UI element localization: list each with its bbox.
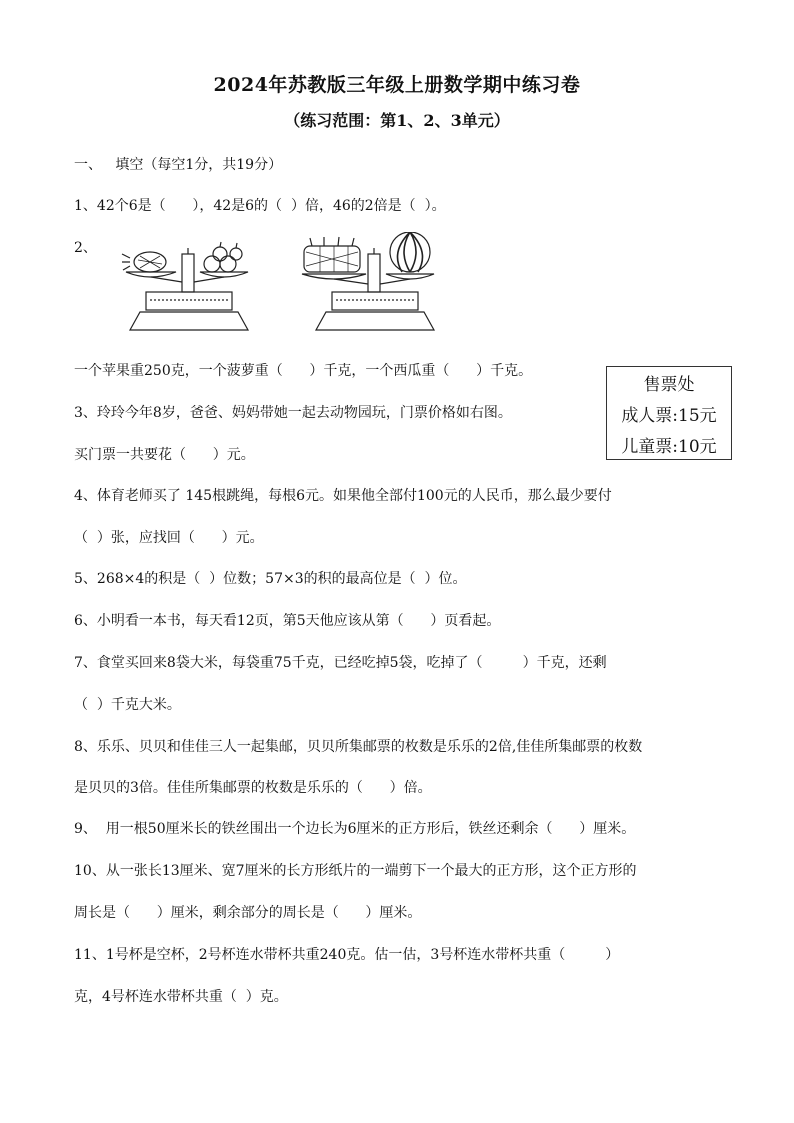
adult-ticket-price: 成人票:15元	[621, 406, 717, 426]
question-6: 6、小明看一本书，每天看12页，第5天他应该从第（ ）页看起。	[74, 613, 501, 629]
question-11-line1: 11、1号杯是空杯，2号杯连水带杯共重240克。估一估，3号杯连水带杯共重（ ）	[74, 947, 620, 963]
scale-pineapple-apples	[122, 242, 248, 330]
question-2-text: 一个苹果重250克，一个菠萝重（ ）千克，一个西瓜重（ ）千克。	[74, 363, 533, 379]
question-9: 9、 用一根50厘米长的铁丝围出一个边长为6厘米的正方形后，铁丝还剩余（ ）厘米。	[74, 821, 636, 837]
page-title: 2024年苏教版三年级上册数学期中练习卷	[213, 74, 581, 96]
question-1: 1、42个6是（ ），42是6的（ ）倍，46的2倍是（ ）。	[74, 198, 446, 214]
page-subtitle: （练习范围：第1、2、3单元）	[284, 111, 510, 130]
balance-scales-illustration	[120, 232, 450, 342]
ticket-heading: 售票处	[643, 375, 695, 395]
question-10-line1: 10、从一张长13厘米、宽7厘米的长方形纸片的一端剪下一个最大的正方形，这个正方形的	[74, 863, 637, 879]
question-3-line2: 买门票一共要花（ ）元。	[74, 447, 255, 463]
question-10-line2: 周长是（ ）厘米，剩余部分的周长是（ ）厘米。	[74, 905, 422, 921]
question-11-line2: 克，4号杯连水带杯共重（ ）克。	[74, 989, 288, 1005]
question-2-number: 2、	[74, 240, 97, 256]
scale-pineapples-watermelon	[302, 232, 434, 330]
question-7-line2: （ ）千克大米。	[74, 697, 181, 713]
question-7-line1: 7、食堂买回来8袋大米，每袋重75千克，已经吃掉5袋，吃掉了（ ）千克，还剩	[74, 655, 607, 671]
question-4-line2: （ ）张，应找回（ ）元。	[74, 530, 264, 546]
question-4-line1: 4、体育老师买了 145根跳绳，每根6元。如果他全部付100元的人民币，那么最少要付	[74, 488, 612, 504]
section-heading-fill-in: 一、 填空（每空1分，共19分）	[74, 157, 283, 173]
question-8-line2: 是贝贝的3倍。佳佳所集邮票的枚数是乐乐的（ ）倍。	[74, 780, 432, 796]
child-ticket-price: 儿童票:10元	[621, 437, 717, 457]
ticket-price-board	[606, 366, 732, 460]
question-8-line1: 8、乐乐、贝贝和佳佳三人一起集邮，贝贝所集邮票的枚数是乐乐的2倍,佳佳所集邮票的枚数	[74, 739, 643, 755]
question-5: 5、268×4的积是（ ）位数；57×3的积的最高位是（ ）位。	[74, 571, 467, 587]
question-3-line1: 3、玲玲今年8岁，爸爸、妈妈带她一起去动物园玩，门票价格如右图。	[74, 405, 512, 421]
